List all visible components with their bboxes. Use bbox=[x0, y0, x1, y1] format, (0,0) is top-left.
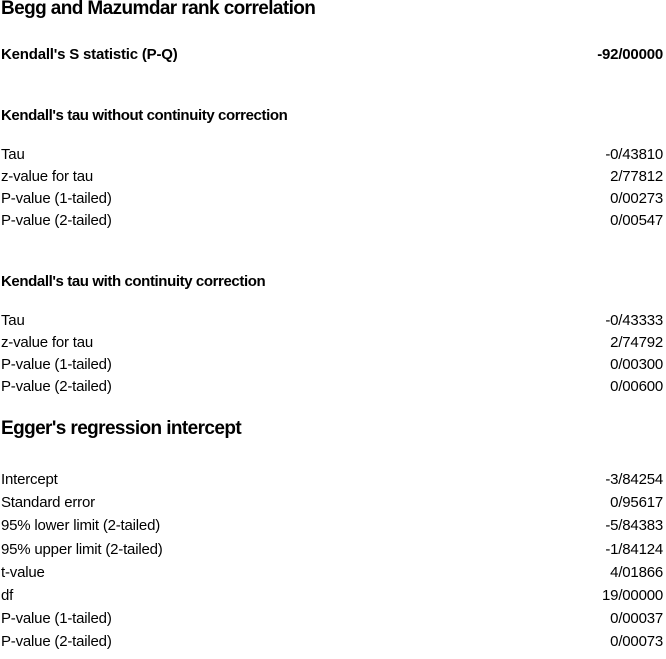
row-value: 0/00300 bbox=[610, 356, 663, 373]
row-value: 0/00273 bbox=[610, 190, 663, 207]
row-label: df bbox=[1, 587, 14, 604]
row-label: 95% upper limit (2-tailed) bbox=[1, 541, 163, 558]
table-row bbox=[1, 356, 663, 378]
table-row bbox=[1, 494, 663, 516]
row-label: z-value for tau bbox=[1, 168, 94, 185]
row-value: 0/00547 bbox=[610, 212, 663, 229]
row-label: P-value (1-tailed) bbox=[1, 190, 112, 207]
row-value: -0/43333 bbox=[605, 312, 663, 329]
row-value: 19/00000 bbox=[602, 587, 663, 604]
row-label: P-value (1-tailed) bbox=[1, 610, 112, 627]
table-row bbox=[1, 471, 663, 493]
row-value: 2/74792 bbox=[610, 334, 663, 351]
table-row bbox=[1, 610, 663, 632]
row-value: 0/00073 bbox=[610, 633, 663, 650]
table-row bbox=[1, 190, 663, 212]
table-row bbox=[1, 168, 663, 190]
begg-section-title: Begg and Mazumdar rank correlation bbox=[1, 0, 316, 19]
row-label: P-value (2-tailed) bbox=[1, 633, 112, 650]
row-value: -1/84124 bbox=[605, 541, 663, 558]
table-row bbox=[1, 564, 663, 586]
table-row bbox=[1, 517, 663, 539]
row-value: 2/77812 bbox=[610, 168, 663, 185]
table-row bbox=[1, 587, 663, 609]
with-cc-subtitle: Kendall's tau with continuity correction bbox=[1, 273, 266, 290]
table-row bbox=[1, 312, 663, 334]
kendall-s-statistic-row bbox=[1, 46, 663, 68]
row-value: -3/84254 bbox=[605, 471, 663, 488]
row-value: 0/95617 bbox=[610, 494, 663, 511]
row-value: 0/00037 bbox=[610, 610, 663, 627]
row-label: Tau bbox=[1, 312, 25, 329]
table-row bbox=[1, 378, 663, 400]
row-value: -5/84383 bbox=[605, 517, 663, 534]
table-row bbox=[1, 633, 663, 655]
egger-section-title: Egger's regression intercept bbox=[1, 418, 242, 439]
row-label: z-value for tau bbox=[1, 334, 94, 351]
row-label: P-value (1-tailed) bbox=[1, 356, 112, 373]
table-row bbox=[1, 212, 663, 234]
row-label: Tau bbox=[1, 146, 25, 163]
row-label: Standard error bbox=[1, 494, 95, 511]
table-row bbox=[1, 146, 663, 168]
row-label: 95% lower limit (2-tailed) bbox=[1, 517, 161, 534]
row-value: 0/00600 bbox=[610, 378, 663, 395]
row-label: P-value (2-tailed) bbox=[1, 378, 112, 395]
row-label: Intercept bbox=[1, 471, 58, 488]
row-label: t-value bbox=[1, 564, 45, 581]
table-row bbox=[1, 334, 663, 356]
table-row bbox=[1, 541, 663, 563]
row-value: 4/01866 bbox=[610, 564, 663, 581]
row-value: -0/43810 bbox=[605, 146, 663, 163]
row-label: P-value (2-tailed) bbox=[1, 212, 112, 229]
without-cc-subtitle: Kendall's tau without continuity correction bbox=[1, 107, 288, 124]
row-label: Kendall's S statistic (P-Q) bbox=[1, 46, 178, 63]
row-value: -92/00000 bbox=[597, 46, 663, 63]
